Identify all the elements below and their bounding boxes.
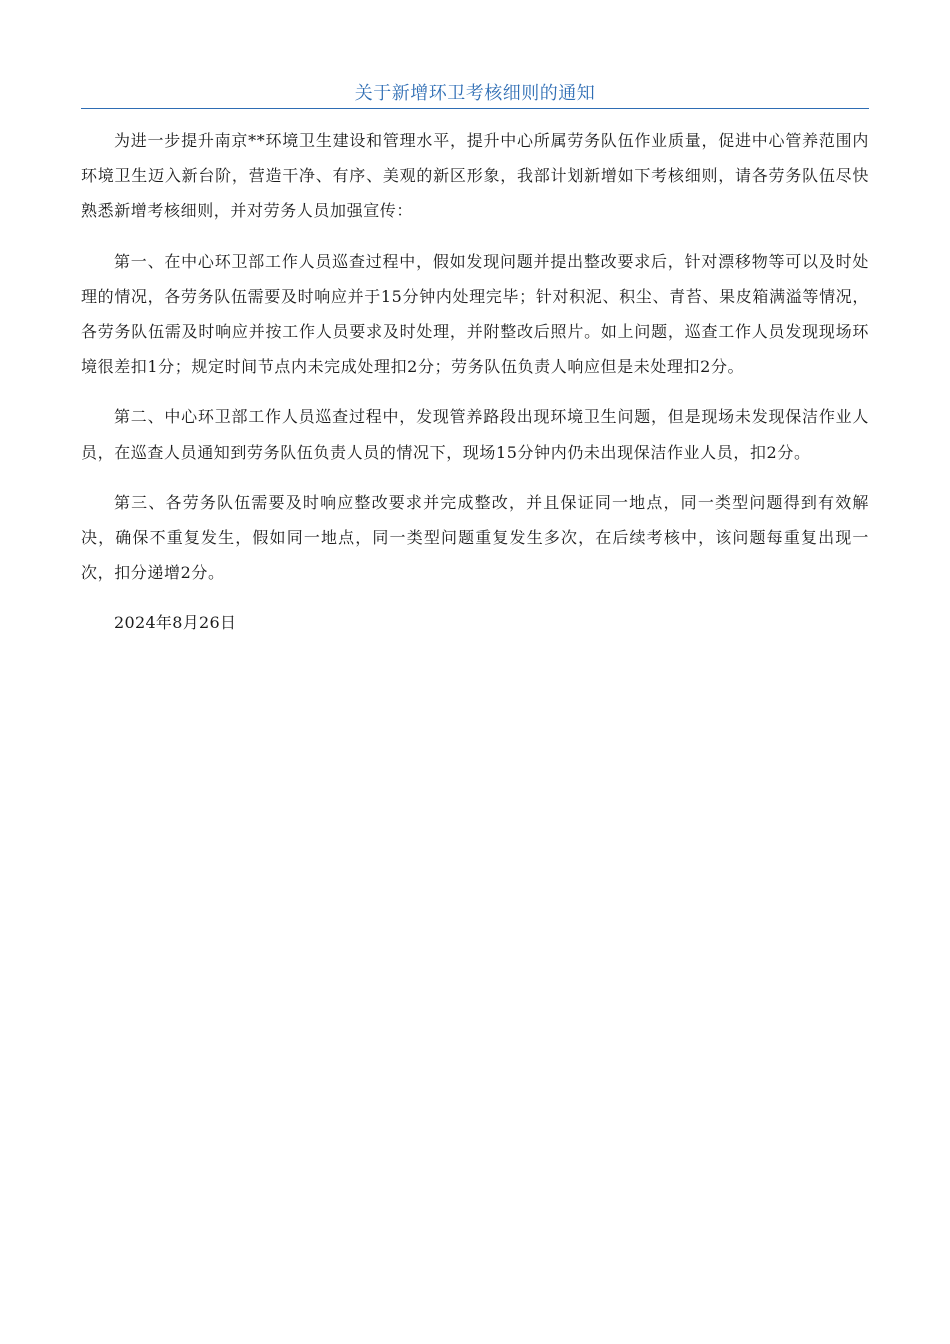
document-header xyxy=(81,80,869,109)
rule-paragraph-2: 第二、中心环卫部工作人员巡查过程中，发现管养路段出现环境卫生问题，但是现场未发现保洁作业人员，在巡查人员通知到劳务队伍负责人员的情况下，现场15分钟内仍未出现保洁作业人员，扣2分。 xyxy=(81,407,869,462)
document-body xyxy=(81,123,869,641)
intro-paragraph: 为进一步提升南京**环境卫生建设和管理水平，提升中心所属劳务队伍作业质量，促进中心管养范围内环境卫生迈入新台阶，营造干净、有序、美观的新区形象，我部计划新增如下考核细则，请各劳务队伍尽快熟悉新增考核细则，并对劳务人员加强宣传： xyxy=(81,131,869,221)
rule-paragraph-3: 第三、各劳务队伍需要及时响应整改要求并完成整改，并且保证同一地点，同一类型问题得到有效解决，确保不重复发生，假如同一地点，同一类型问题重复发生多次，在后续考核中，该问题每重复出现一次，扣分递增2分。 xyxy=(81,492,869,583)
document-title: 关于新增环卫考核细则的通知 xyxy=(354,83,596,104)
document-date: 2024年8月26日 xyxy=(114,613,237,633)
rule-paragraph-1: 第一、在中心环卫部工作人员巡查过程中，假如发现问题并提出整改要求后，针对漂移物等可以及时处理的情况，各劳务队伍需要及时响应并于15分钟内处理完毕；针对积泥、积尘、青苔、果皮箱满溢等情况，各劳务队伍需及时响应并按工作人员要求及时处理，并附整改后照片。如上问题，巡查工作人员发现现场环境很差扣1分；规定时间节点内未完成处理扣2分；劳务队伍负责人响应但是未处理扣2分。 xyxy=(81,251,869,377)
